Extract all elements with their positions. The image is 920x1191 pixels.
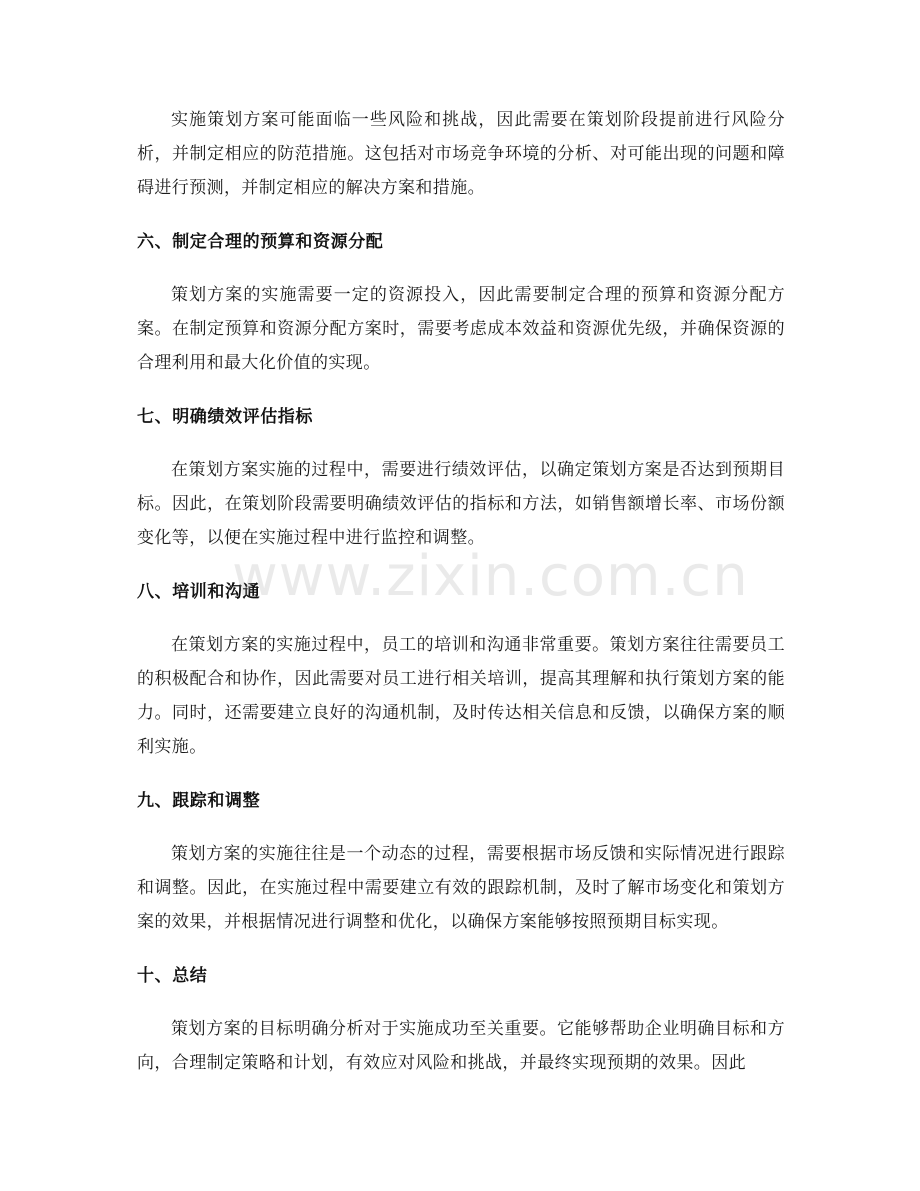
paragraph-budget: 策划方案的实施需要一定的资源投入，因此需要制定合理的预算和资源分配方案。在制定预算和资源分配方案时，需要考虑成本效益和资源优先级，并确保资源的合理利用和最大化价值的实现。 <box>137 285 785 373</box>
paragraph-training: 在策划方案的实施过程中，员工的培训和沟通非常重要。策划方案往往需要员工的积极配合和协作，因此需要对员工进行相关培训，提高其理解和执行策划方案的能力。同时，还需要建立良好的沟通机制，及时传达相关信息和反馈，以确保方案的顺利实施。 <box>137 635 785 757</box>
paragraph-tracking: 策划方案的实施往往是一个动态的过程，需要根据市场反馈和实际情况进行跟踪和调整。因此，在实施过程中需要建立有效的跟踪机制，及时了解市场变化和策划方案的效果，并根据情况进行调整和优化，以确保方案能够按照预期目标实现。 <box>137 844 785 932</box>
section-heading-9: 九、跟踪和调整 <box>137 791 261 811</box>
document-body <box>137 103 785 1080</box>
paragraph-risk-analysis: 实施策划方案可能面临一些风险和挑战，因此需要在策划阶段提前进行风险分析，并制定相应的防范措施。这包括对市场竞争环境的分析、对可能出现的问题和障碍进行预测，并制定相应的解决方案和措施。 <box>137 110 785 198</box>
section-heading-10: 十、总结 <box>137 966 208 986</box>
watermark: www.zixin.com.cn <box>232 544 749 609</box>
paragraph-performance: 在策划方案实施的过程中，需要进行绩效评估，以确定策划方案是否达到预期目标。因此，在策划阶段需要明确绩效评估的指标和方法，如销售额增长率、市场份额变化等，以便在实施过程中进行监控和调整。 <box>137 460 785 548</box>
section-heading-7: 七、明确绩效评估指标 <box>137 407 313 427</box>
section-heading-8: 八、培训和沟通 <box>137 582 261 602</box>
paragraph-summary: 策划方案的目标明确分析对于实施成功至关重要。它能够帮助企业明确目标和方向，合理制定策略和计划，有效应对风险和挑战，并最终实现预期的效果。因此 <box>137 1019 785 1073</box>
section-heading-6: 六、制定合理的预算和资源分配 <box>137 232 384 252</box>
